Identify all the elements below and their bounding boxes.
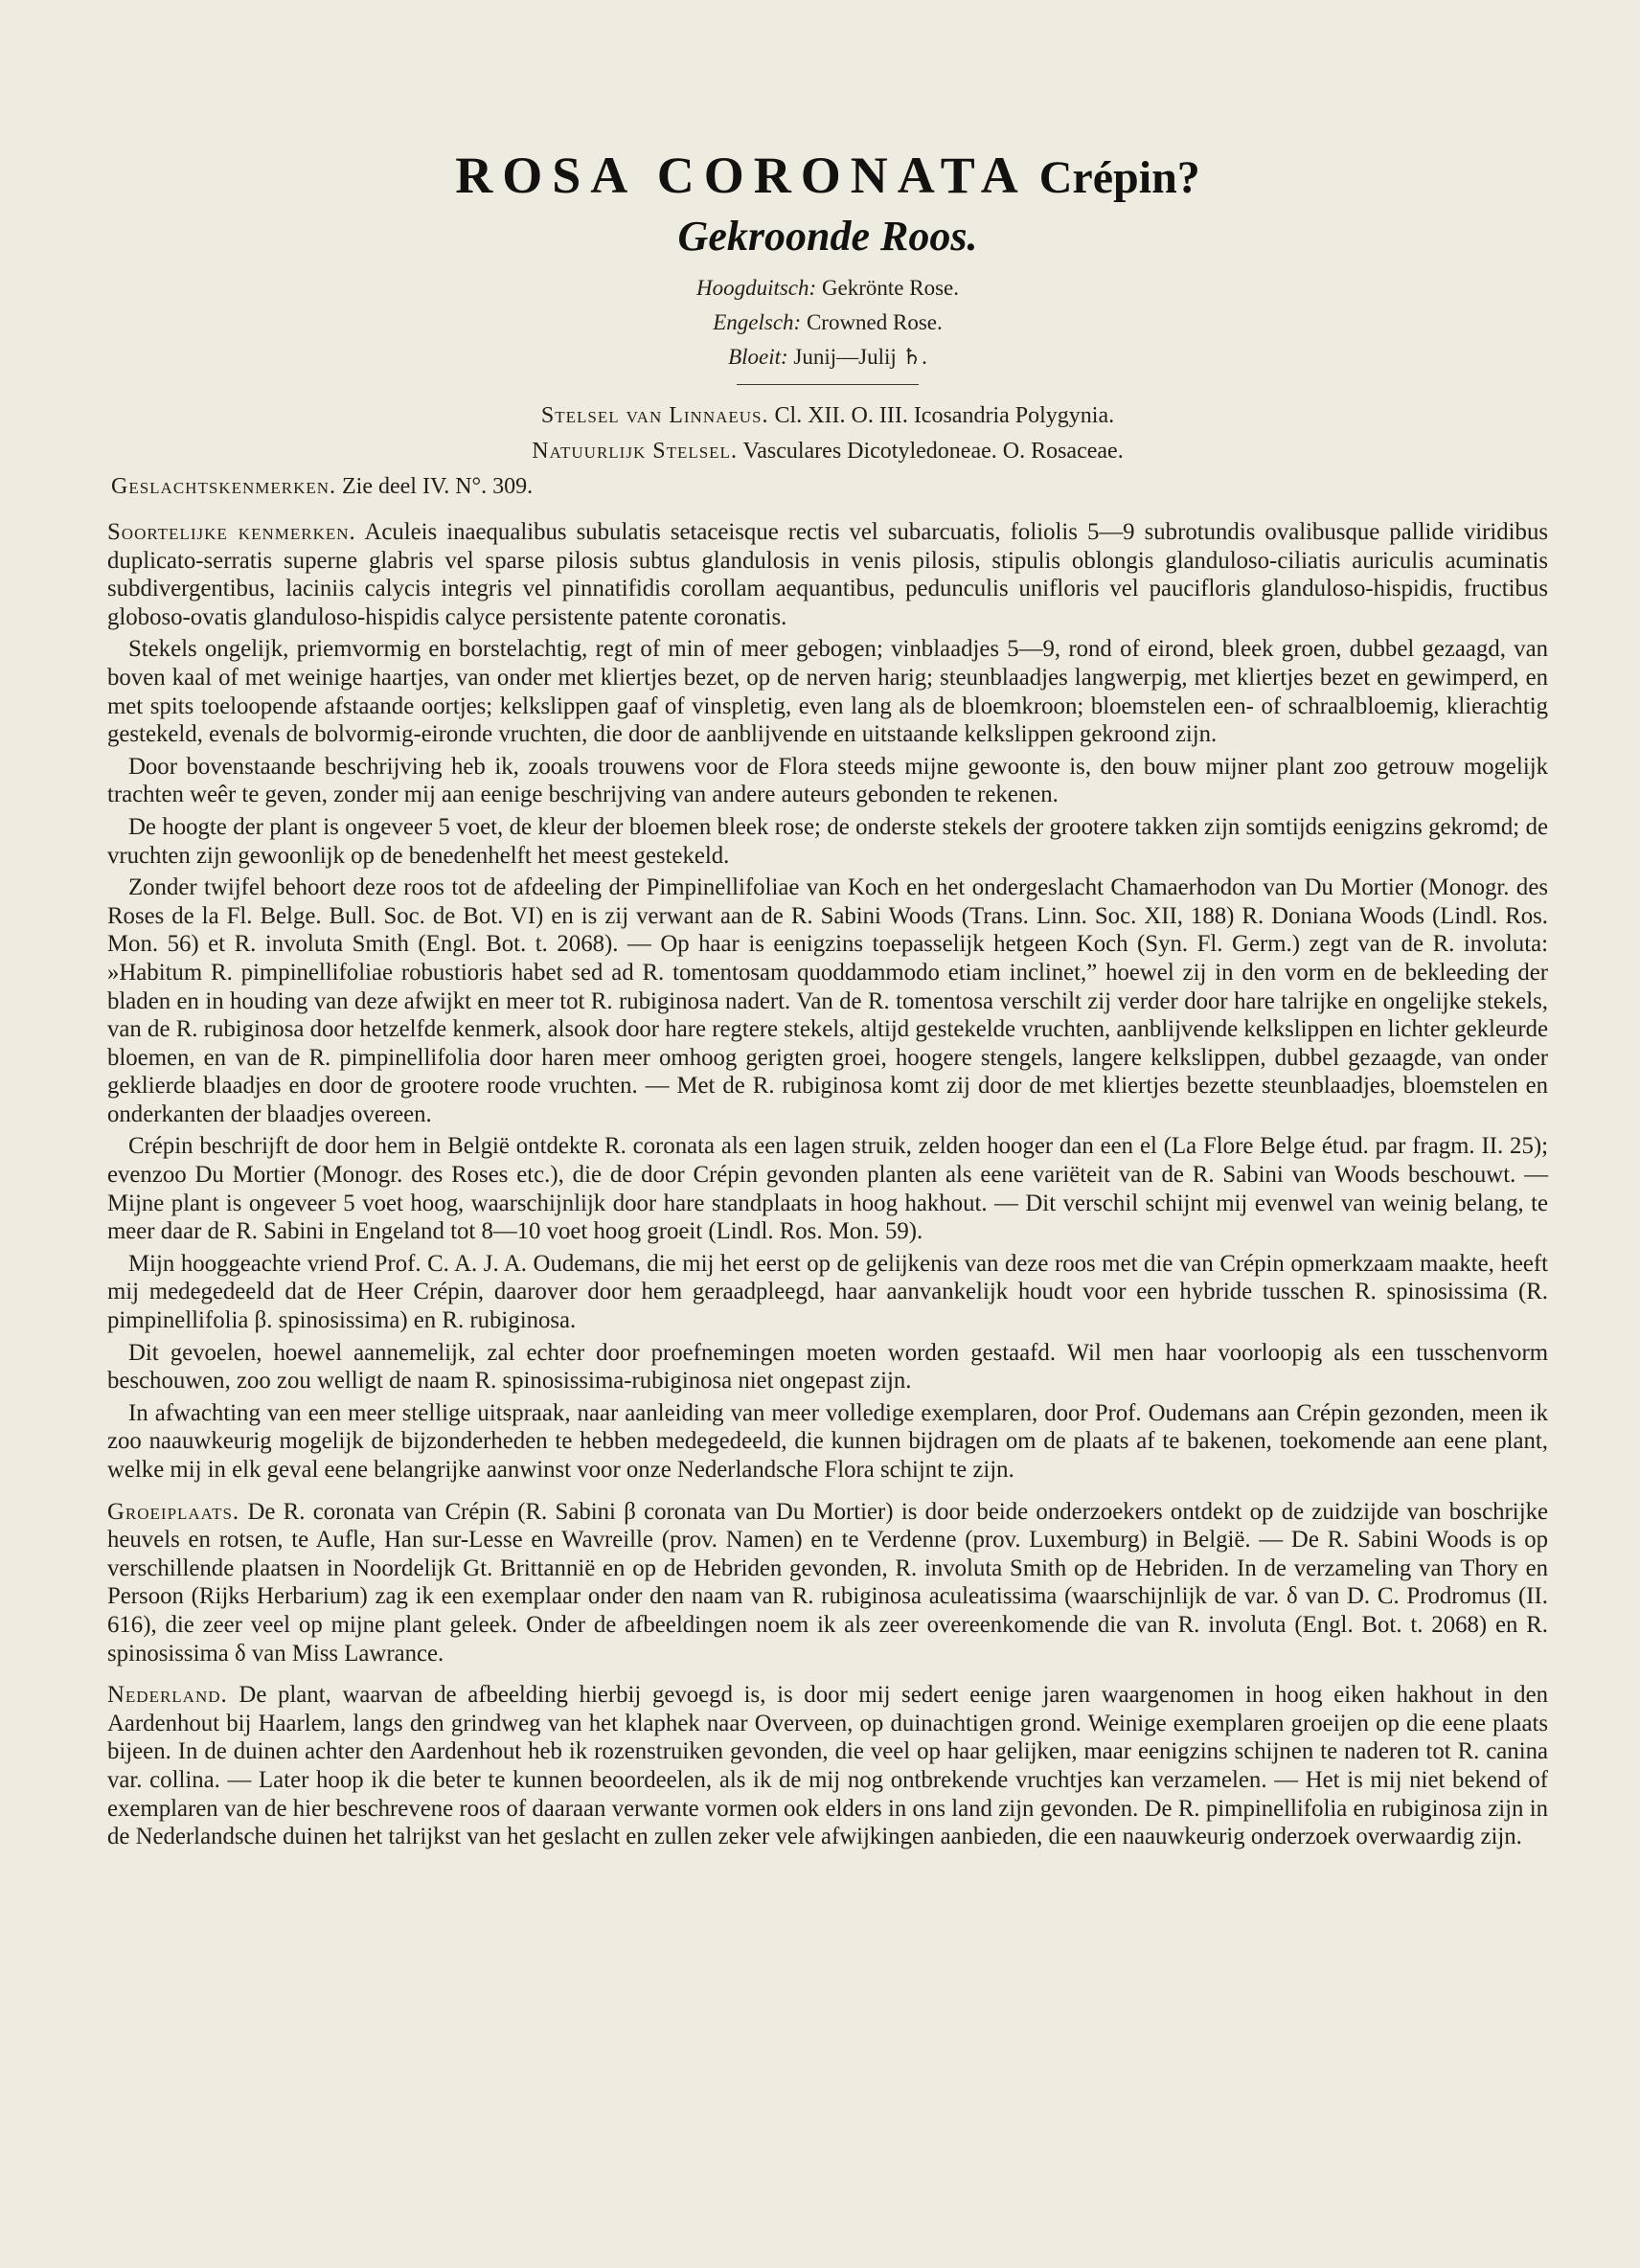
paragraph-text: Door bovenstaande beschrijving heb ik, zooals trouwens voor de Flora steeds mijne gewoonte is, den bouw mijner plant zoo getrouw mogelijk trachten weêr te geven, zonder mij aan eenige beschrijving van andere auteurs gebonden te rekenen. (107, 753, 1548, 808)
genus-line (107, 469, 1548, 505)
name-label: Bloeit: (728, 345, 788, 369)
name-label: Engelsch: (713, 310, 802, 334)
name-line-english (107, 306, 1548, 340)
name-line-bloom (107, 340, 1548, 374)
paragraph-crepin (107, 1132, 1548, 1245)
paragraph-label: Soortelijke kenmerken. (107, 519, 356, 545)
paragraph-oudemans (107, 1250, 1548, 1335)
paragraph-label: Groeiplaats. (107, 1498, 240, 1525)
page-title (107, 144, 1548, 210)
natural-line (107, 434, 1548, 469)
title-text: ROSA CORONATA (455, 147, 1028, 204)
paragraph-text: Mijn hooggeachte vriend Prof. C. A. J. A. Oudemans, die mij het eerst op de gelijkenis van deze roos met die van Crépin opmerkzaam maakte, heeft mij medegedeeld dat de Heer Crépin, daarover door hem geraadpleegd, haar aanvankelijk houdt voor een hybride tusschen R. spinosissima (R. pimpinellifolia β. spinosissima) en R. rubiginosa. (107, 1250, 1548, 1334)
section-label: Stelsel van Linnaeus. (540, 403, 769, 428)
body-text (107, 518, 1548, 1851)
title-author: Crépin? (1038, 152, 1200, 203)
paragraph-species (107, 518, 1548, 631)
paragraph-text: Dit gevoelen, hoewel aannemelijk, zal echter door proefnemingen moeten worden gestaafd. Wil men haar voorloopig als een tusschenvorm beschouwen, zoo zou welligt de naam R. spinosissima-rubiginosa niet ongepast zijn. (107, 1339, 1548, 1395)
name-value: Junij—Julij ♄. (793, 345, 927, 369)
paragraph-height (107, 813, 1548, 870)
linnaeus-line (107, 398, 1548, 434)
paragraph-text: De hoogte der plant is ongeveer 5 voet, de kleur der bloemen bleek rose; de onderste stekels der grootere takken zijn somtijds eenigzins gekromd; de vruchten zijn gewoonlijk op de benedenhelft het meest gestekeld. (107, 813, 1548, 869)
paragraph-opinion (107, 1339, 1548, 1395)
paragraph-affinity (107, 873, 1548, 1128)
paragraph-description (107, 635, 1548, 748)
paragraph-text: Crépin beschrijft de door hem in België ontdekte R. coronata als een lagen struik, zelden hooger dan een el (La Flore Belge étud. par fragm. II. 25); evenzoo Du Mortier (Monogr. des Roses etc.), die de door Crépin gevonden planten als eene variëteit van de R. Sabini van Woods beschouwt. — Mijne plant is ongeveer 5 voet hoog, waarschijnlijk door hare standplaats in hoog hakhout. — Dit verschil schijnt mij evenwel van weinig belang, te meer daar de R. Sabini in Engeland tot 8—10 voet hoog groeit (Lindl. Ros. Mon. 59). (107, 1133, 1548, 1245)
name-line-german (107, 271, 1548, 306)
header (107, 144, 1548, 385)
section-text: Zie deel IV. N°. 309. (342, 474, 534, 499)
name-value: Gekrönte Rose. (821, 276, 960, 300)
paragraph-netherlands (107, 1681, 1548, 1851)
paragraph-text: De R. coronata van Crépin (R. Sabini β coronata van Du Mortier) is door beide onderzoekers ontdekt op de zuidzijde van boschrijke heuvels en rotsen, te Aufle, Han sur-Lesse en Wavreille (prov. Namen) en te Verdenne (prov. Luxemburg) in België. — De R. Sabini Woods is op verschillende plaatsen in Noordelijk Gt. Brittannië en op de Hebriden gevonden, R. involuta Smith op de Hebriden. In de verzameling van Thory en Persoon (Rijks Herbarium) zag ik een exemplaar onder den naam van R. rubiginosa aculeatissima (waarschijnlijk de var. δ van D. C. Prodromus (II. 616), die zeer veel op mijne plant geleek. Onder de afbeeldingen noem ik als zeer overeenkomende die van R. involuta (Engl. Bot. t. 2068) en R. spinosissima δ van Miss Lawrance. (107, 1498, 1548, 1667)
paragraph-text: Stekels ongelijk, priemvormig en borstelachtig, regt of min of meer gebogen; vinblaadjes 5—9, rond of eirond, bleek groen, dubbel gezaagd, van boven kaal of met weinige haartjes, van onder met kliertjes bezet, op de nerven harig; steunblaadjes langwerpig, met kliertjes bezet en gewimperd, en met spits toeloopende afstaande oortjes; kelkslippen gaaf of vinspletig, even lang als de bloemkroon; bloemstelen een- of schraalbloemig, klierachtig gestekeld, evenals de bolvormig-eironde vruchten, die door de aanblijvende en uitstaande kelkslippen gekroond zijn. (107, 636, 1548, 748)
paragraph-text: In afwachting van een meer stellige uitspraak, naar aanleiding van meer volledige exemplaren, door Prof. Oudemans aan Crépin gezonden, meen ik zoo naauwkeurig mogelijk de bijzonderheden te hebben medegedeeld, die kunnen bijdragen om de plaats af te bakenen, toekomende aan eene plant, welke mij in elk geval eene belangrijke aanwinst voor onze Nederlandsche Flora schijnt te zijn. (107, 1399, 1548, 1483)
paragraph-label: Nederland. (107, 1682, 228, 1709)
paragraph-method (107, 753, 1548, 809)
section-label: Natuurlijk Stelsel. (532, 439, 738, 464)
paragraph-text: De plant, waarvan de afbeelding hierbij gevoegd is, is door mij sedert eenige jaren waargenomen in hoog eiken hakhout in den Aardenhout bij Haarlem, langs den grindweg van het klaphek naar Overveen, op duinachtigen grond. Weinige exemplaren groeijen op die eene plaats bijeen. In de duinen achter den Aardenhout heb ik rozenstruiken gevonden, die veel op haar gelijken, maar eenigzins schijnen te naderen tot R. canina var. collina. — Later hoop ik die beter te kunnen beoordeelen, als ik de mij nog ontbrekende vruchtjes kan verzamelen. — Het is mij niet bekend of exemplaren van de hier beschrevene roos of daaraan verwante vormen ook elders in ons land zijn gevonden. De R. pimpinellifolia en rubiginosa zijn in de Nederlandsche duinen het talrijkst van het geslacht en zullen zeker vele afwijkingen aanbieden, die een naauwkeurig onderzoek overwaardig zijn. (107, 1682, 1548, 1850)
section-text: Vasculares Dicotyledoneae. O. Rosaceae. (742, 439, 1124, 464)
paragraph-habitat (107, 1498, 1548, 1668)
name-value: Crowned Rose. (806, 310, 943, 334)
paragraph-text: Aculeis inaequalibus subulatis setaceisque rectis vel subarcuatis, foliolis 5—9 subrotundis ovalibusque pallide viridibus duplicato-serratis superne glabris vel sparse pilosis subtus glandulosis in venis pilosis, stipulis oblongis glanduloso-ciliatis auriculis acuminatis subdivergentibus, laciniis calycis integris vel pinnatifidis corollam aequantibus, pedunculis unifloris vel paucifloris glanduloso-hispidis, fructibus globoso-ovatis glanduloso-hispidis calyce persistente patente coronatis. (107, 519, 1548, 630)
common-names (107, 271, 1548, 374)
section-label: Geslachtskenmerken. (111, 474, 337, 499)
divider (737, 384, 919, 385)
name-label: Hoogduitsch: (695, 276, 817, 300)
paragraph-text: Zonder twijfel behoort deze roos tot de afdeeling der Pimpinellifoliae van Koch en het ondergeslacht Chamaerhodon van Du Mortier (Monogr. des Roses de la Fl. Belge. Bull. Soc. de Bot. VI) en is zij verwant aan de R. Sabini Woods (Trans. Linn. Soc. XII, 188) R. Doniana Woods (Lindl. Ros. Mon. 56) et R. involuta Smith (Engl. Bot. t. 2068). — Op haar is eenigzins toepasselijk hetgeen Koch (Syn. Fl. Germ.) zegt van de R. involuta: »Habitum R. pimpinellifoliae robustioris habet sed ad R. tomentosam quoddammodo etiam inclinet,” hoewel zij in den vorm en de bekleeding der bladen en in houding van deze afwijkt en meer tot R. rubiginosa nadert. Van de R. tomentosa verschilt zij verder door hare talrijke en ongelijke stekels, van de R. rubiginosa door hetzelfde kenmerk, alsook door hare regtere stekels, altijd gestekelde vruchten, aanblijvende kelkslippen en lichter gekleurde bloemen, en van de R. pimpinellifolia door haren meer omhoog gerigten groei, hoogere stengels, langere kelkslippen, dubbel gezaagde, van onder geklierde blaadjes en door de grootere roode vruchten. — Met de R. rubiginosa komt zij door de met kliertjes bezette steunblaadjes, bloemstelen en onderkanten der blaadjes overeen. (107, 874, 1548, 1127)
paragraph-awaiting (107, 1399, 1548, 1485)
page-subtitle: Gekroonde Roos. (677, 213, 978, 260)
section-text: Cl. XII. O. III. Icosandria Polygynia. (774, 403, 1115, 428)
